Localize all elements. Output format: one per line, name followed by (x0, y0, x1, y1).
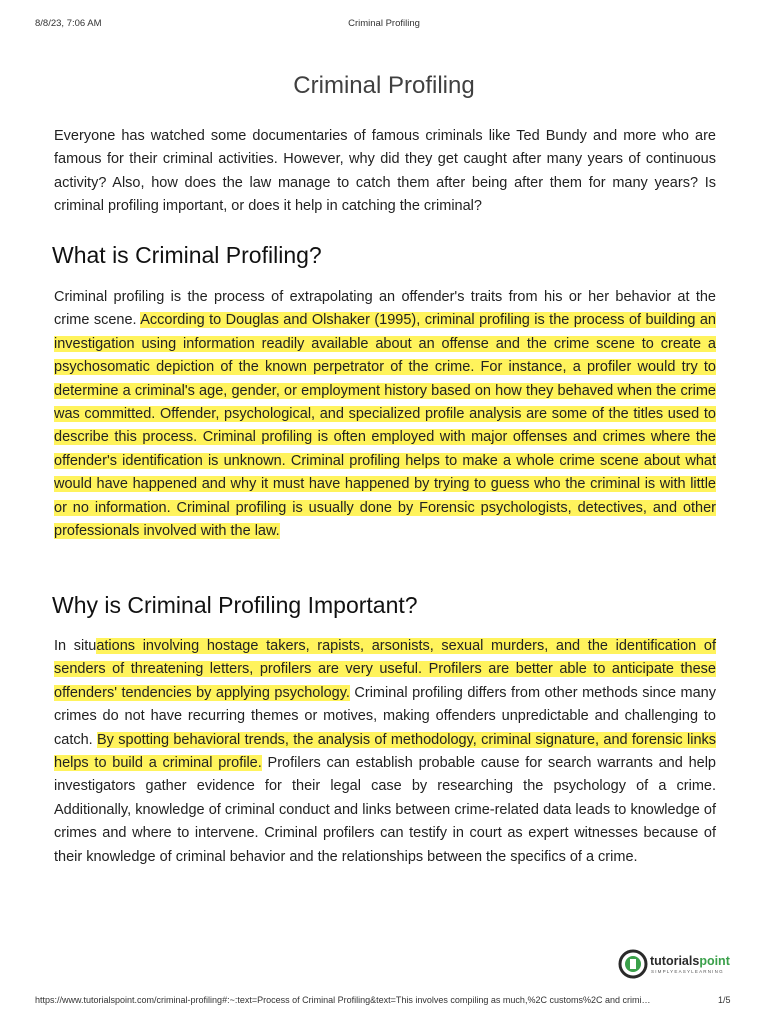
section1-text-plain: Criminal profiling is the process of extrapolating an offender's traits from his or her behavior at the crime scene. (54, 289, 716, 329)
section2-text-plain-1: In situ (54, 638, 97, 654)
section1-paragraph (54, 286, 716, 543)
section-heading-what-is: What is Criminal Profiling? (52, 242, 322, 268)
section2-paragraph (54, 635, 716, 869)
tutorialspoint-logo-icon (618, 949, 648, 979)
section-heading-why-important: Why is Criminal Profiling Important? (52, 592, 418, 618)
logo-brand-text (650, 954, 730, 968)
page-number: 1/5 (718, 995, 731, 1005)
print-page-title: Criminal Profiling (348, 18, 420, 29)
section2-highlighted-text-1: ations involving hostage takers, rapists, arsonists, sexual murders, and the identification of senders of threatening letters, profilers are very useful. Profilers are better able to anticipate these offenders' tendencies by applying psychology. (54, 638, 717, 701)
print-header (0, 14, 768, 30)
section2-text-plain-2: Criminal profiling differs from other methods since many crimes do not have recurring themes or motives, making offenders unpredictable and challenging to catch. (54, 684, 716, 748)
tutorialspoint-logo (614, 945, 744, 985)
logo-tagline: SIMPLYEASYLEARNING (651, 969, 724, 974)
print-datetime: 8/8/23, 7:06 AM (35, 18, 102, 29)
section1-highlighted-text: According to Douglas and Olshaker (1995), criminal profiling is the process of building an investigation using information readily available about an offense and the crime scene to create a psychosomatic depiction of the known perpetrator of the crime. For instance, a profiler would try to determine a criminal's age, gender, or employment history based on how they behaved when the crime was committed. Offender, psychological, and specialized profile analysis are some of the titles used to describe this process. Criminal profiling is often employed with major offenses and crimes where the offender's identification is unknown. Criminal profiling helps to make a whole crime scene about what would have happened and why it must have happened by trying to guess who the criminal is with little or no information. Criminal profiling is usually done by Forensic psychologists, detectives, and other professionals involved with the law. (54, 312, 716, 540)
section2-text-plain-3: Profilers can establish probable cause for search warrants and help investigators gather evidence for their legal case by researching the psychology of a crime. Additionally, knowledge of criminal conduct and links between crime-related data leads to knowledge of crimes and where to intervene. Criminal profilers can testify in court as expert witnesses because of their knowledge of criminal behavior and the relationships between the specifics of a crime. (54, 755, 716, 865)
print-source-url[interactable]: https://www.tutorialspoint.com/criminal-profiling#:~:text=Process of Criminal Profiling&text=This involves compiling as much,%2C customs%2C and crimi… (35, 995, 651, 1005)
print-footer (0, 993, 768, 1009)
section2-highlighted-text-2: By spotting behavioral trends, the analysis of methodology, criminal signature, and forensic links helps to build a criminal profile. (54, 731, 717, 772)
logo-brand-accent: point (699, 954, 730, 968)
document-title: Criminal Profiling (293, 72, 475, 99)
intro-paragraph: Everyone has watched some documentaries of famous criminals like Ted Bundy and more who are famous for their criminal activities. However, why did they get caught after many years of continuous activity? Also, how does the law manage to catch them after being after them for many years? Is criminal profiling important, or does it help in catching the criminal? (54, 128, 716, 215)
logo-brand-main: tutorials (650, 954, 700, 968)
